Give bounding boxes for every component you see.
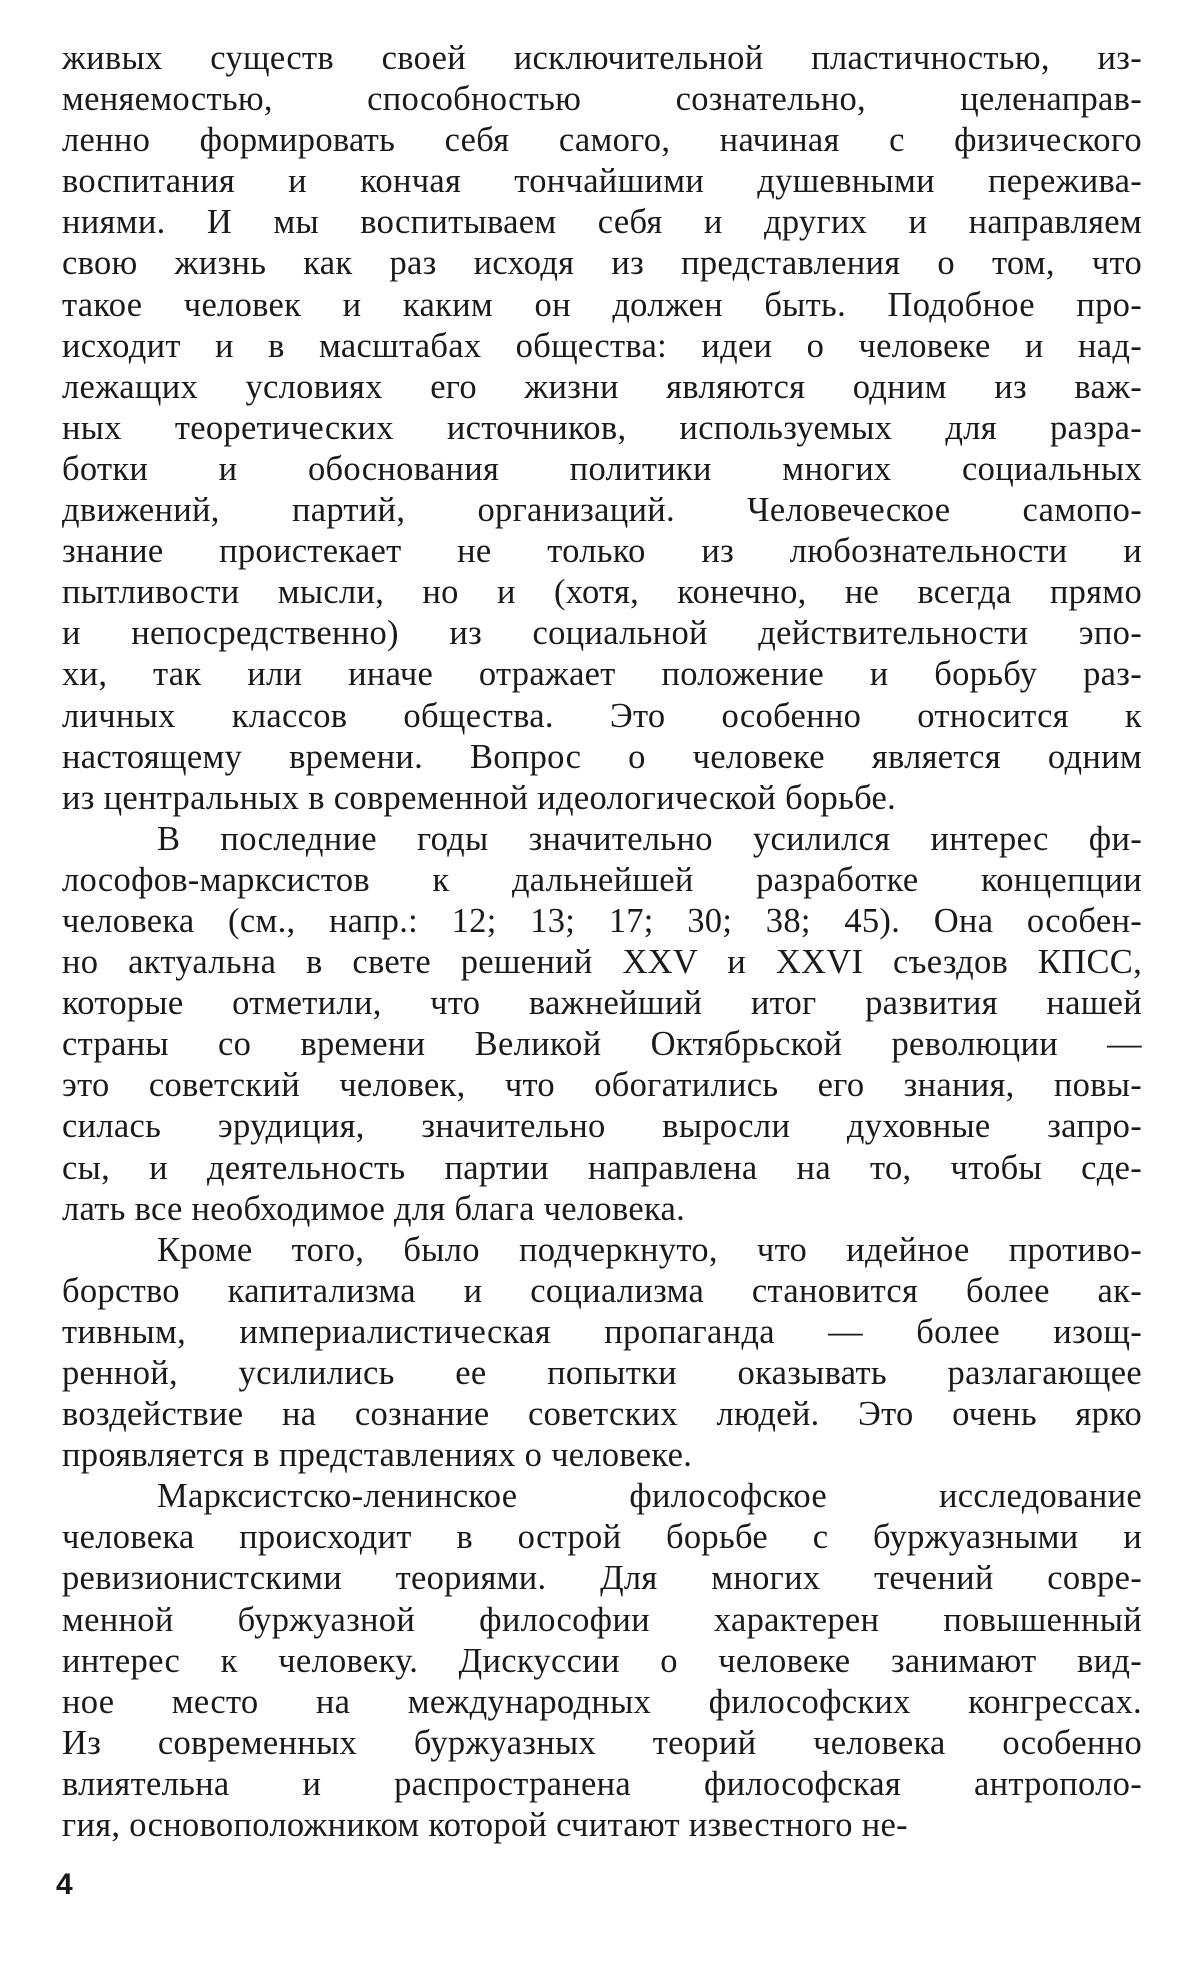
text-line: меняемостью, способностью сознательно, целенаправ- <box>62 80 1142 119</box>
text-line: страны со времени Великой Октябрьской революции — <box>62 1025 1142 1064</box>
text-line: хи, так или иначе отражает положение и борьбу раз- <box>62 655 1142 694</box>
text-line: пытливости мысли, но и (хотя, конечно, не всегда прямо <box>62 573 1142 612</box>
text-line: ниями. И мы воспитываем себя и других и направляем <box>62 203 1142 242</box>
text-line: сы, и деятельность партии направлена на то, чтобы сде- <box>62 1148 1142 1187</box>
text-line: это советский человек, что обогатились его знания, повы- <box>62 1066 1142 1105</box>
text-line: ных теоретических источников, используемых для разра- <box>62 408 1142 447</box>
text-line: настоящему времени. Вопрос о человеке является одним <box>62 737 1142 776</box>
text-line: из центральных в современной идеологической борьбе. <box>62 778 897 817</box>
text-line: В последние годы значительно усилился интерес фи- <box>157 819 1142 858</box>
text-line: человека (см., напр.: 12; 13; 17; 30; 38; 45). Она особен- <box>62 901 1142 940</box>
text-line: ное место на международных философских конгрессах. <box>62 1682 1142 1721</box>
paragraph <box>62 819 1142 1230</box>
paragraph <box>62 38 1142 819</box>
text-line: знание проистекает не только из любознательности и <box>62 532 1142 571</box>
text-line: лать все необходимое для блага человека. <box>62 1189 686 1228</box>
text-line: ренной, усилились ее попытки оказывать разлагающее <box>62 1354 1142 1392</box>
text-line: влиятельна и распространена философская антрополо- <box>62 1764 1142 1803</box>
text-line: лежащих условиях его жизни являются одним из важ- <box>62 367 1142 406</box>
paragraph <box>62 1476 1142 1846</box>
text-line: личных классов общества. Это особенно относится к <box>62 696 1142 735</box>
text-line: тивным, империалистическая пропаганда — более изощ- <box>62 1312 1142 1351</box>
text-line: такое человек и каким он должен быть. Подобное про- <box>62 285 1142 324</box>
text-line: исходит и в масштабах общества: идеи о человеке и над- <box>62 326 1142 365</box>
body-text <box>62 38 1142 1846</box>
text-line: свою жизнь как раз исходя из представления о том, что <box>62 244 1142 283</box>
text-line: но актуальна в свете решений XXV и XXVI съездов КПСС, <box>62 943 1142 982</box>
text-line: движений, партий, организаций. Человеческое самопо- <box>62 491 1142 530</box>
text-line: интерес к человеку. Дискуссии о человеке занимают вид- <box>62 1641 1142 1680</box>
text-line: Из современных буржуазных теорий человека особенно <box>62 1723 1142 1762</box>
text-line: ленно формировать себя самого, начиная с физического <box>62 121 1142 160</box>
text-line: воспитания и кончая тончайшими душевными пережива- <box>62 162 1142 201</box>
paragraph <box>62 1230 1142 1477</box>
text-line: борство капитализма и социализма становится более ак- <box>62 1271 1142 1310</box>
text-line: человека происходит в острой борьбе с буржуазными и <box>62 1518 1142 1557</box>
text-line: лософов-марксистов к дальнейшей разработке концепции <box>62 860 1142 899</box>
text-line: силась эрудиция, значительно выросли духовные запро- <box>62 1107 1142 1146</box>
text-line: Кроме того, было подчеркнуто, что идейное противо- <box>157 1230 1142 1269</box>
text-line: менной буржуазной философии характерен повышенный <box>62 1600 1142 1639</box>
text-line: которые отметили, что важнейший итог развития нашей <box>62 984 1142 1023</box>
text-line: живых существ своей исключительной пластичностью, из- <box>62 39 1142 77</box>
text-line: гия, основоположником которой считают известного не- <box>62 1806 908 1845</box>
text-line: воздействие на сознание советских людей. Это очень ярко <box>62 1395 1142 1434</box>
page-number: 4 <box>56 1868 73 1901</box>
text-line: ревизионистскими теориями. Для многих течений совре- <box>62 1559 1142 1598</box>
text-line: и непосредственно) из социальной действительности эпо- <box>62 614 1142 653</box>
text-line: ботки и обоснования политики многих социальных <box>62 449 1142 488</box>
text-line: проявляется в представлениях о человеке. <box>62 1436 693 1475</box>
text-line: Марксистско-ленинское философское исследование <box>157 1477 1142 1516</box>
